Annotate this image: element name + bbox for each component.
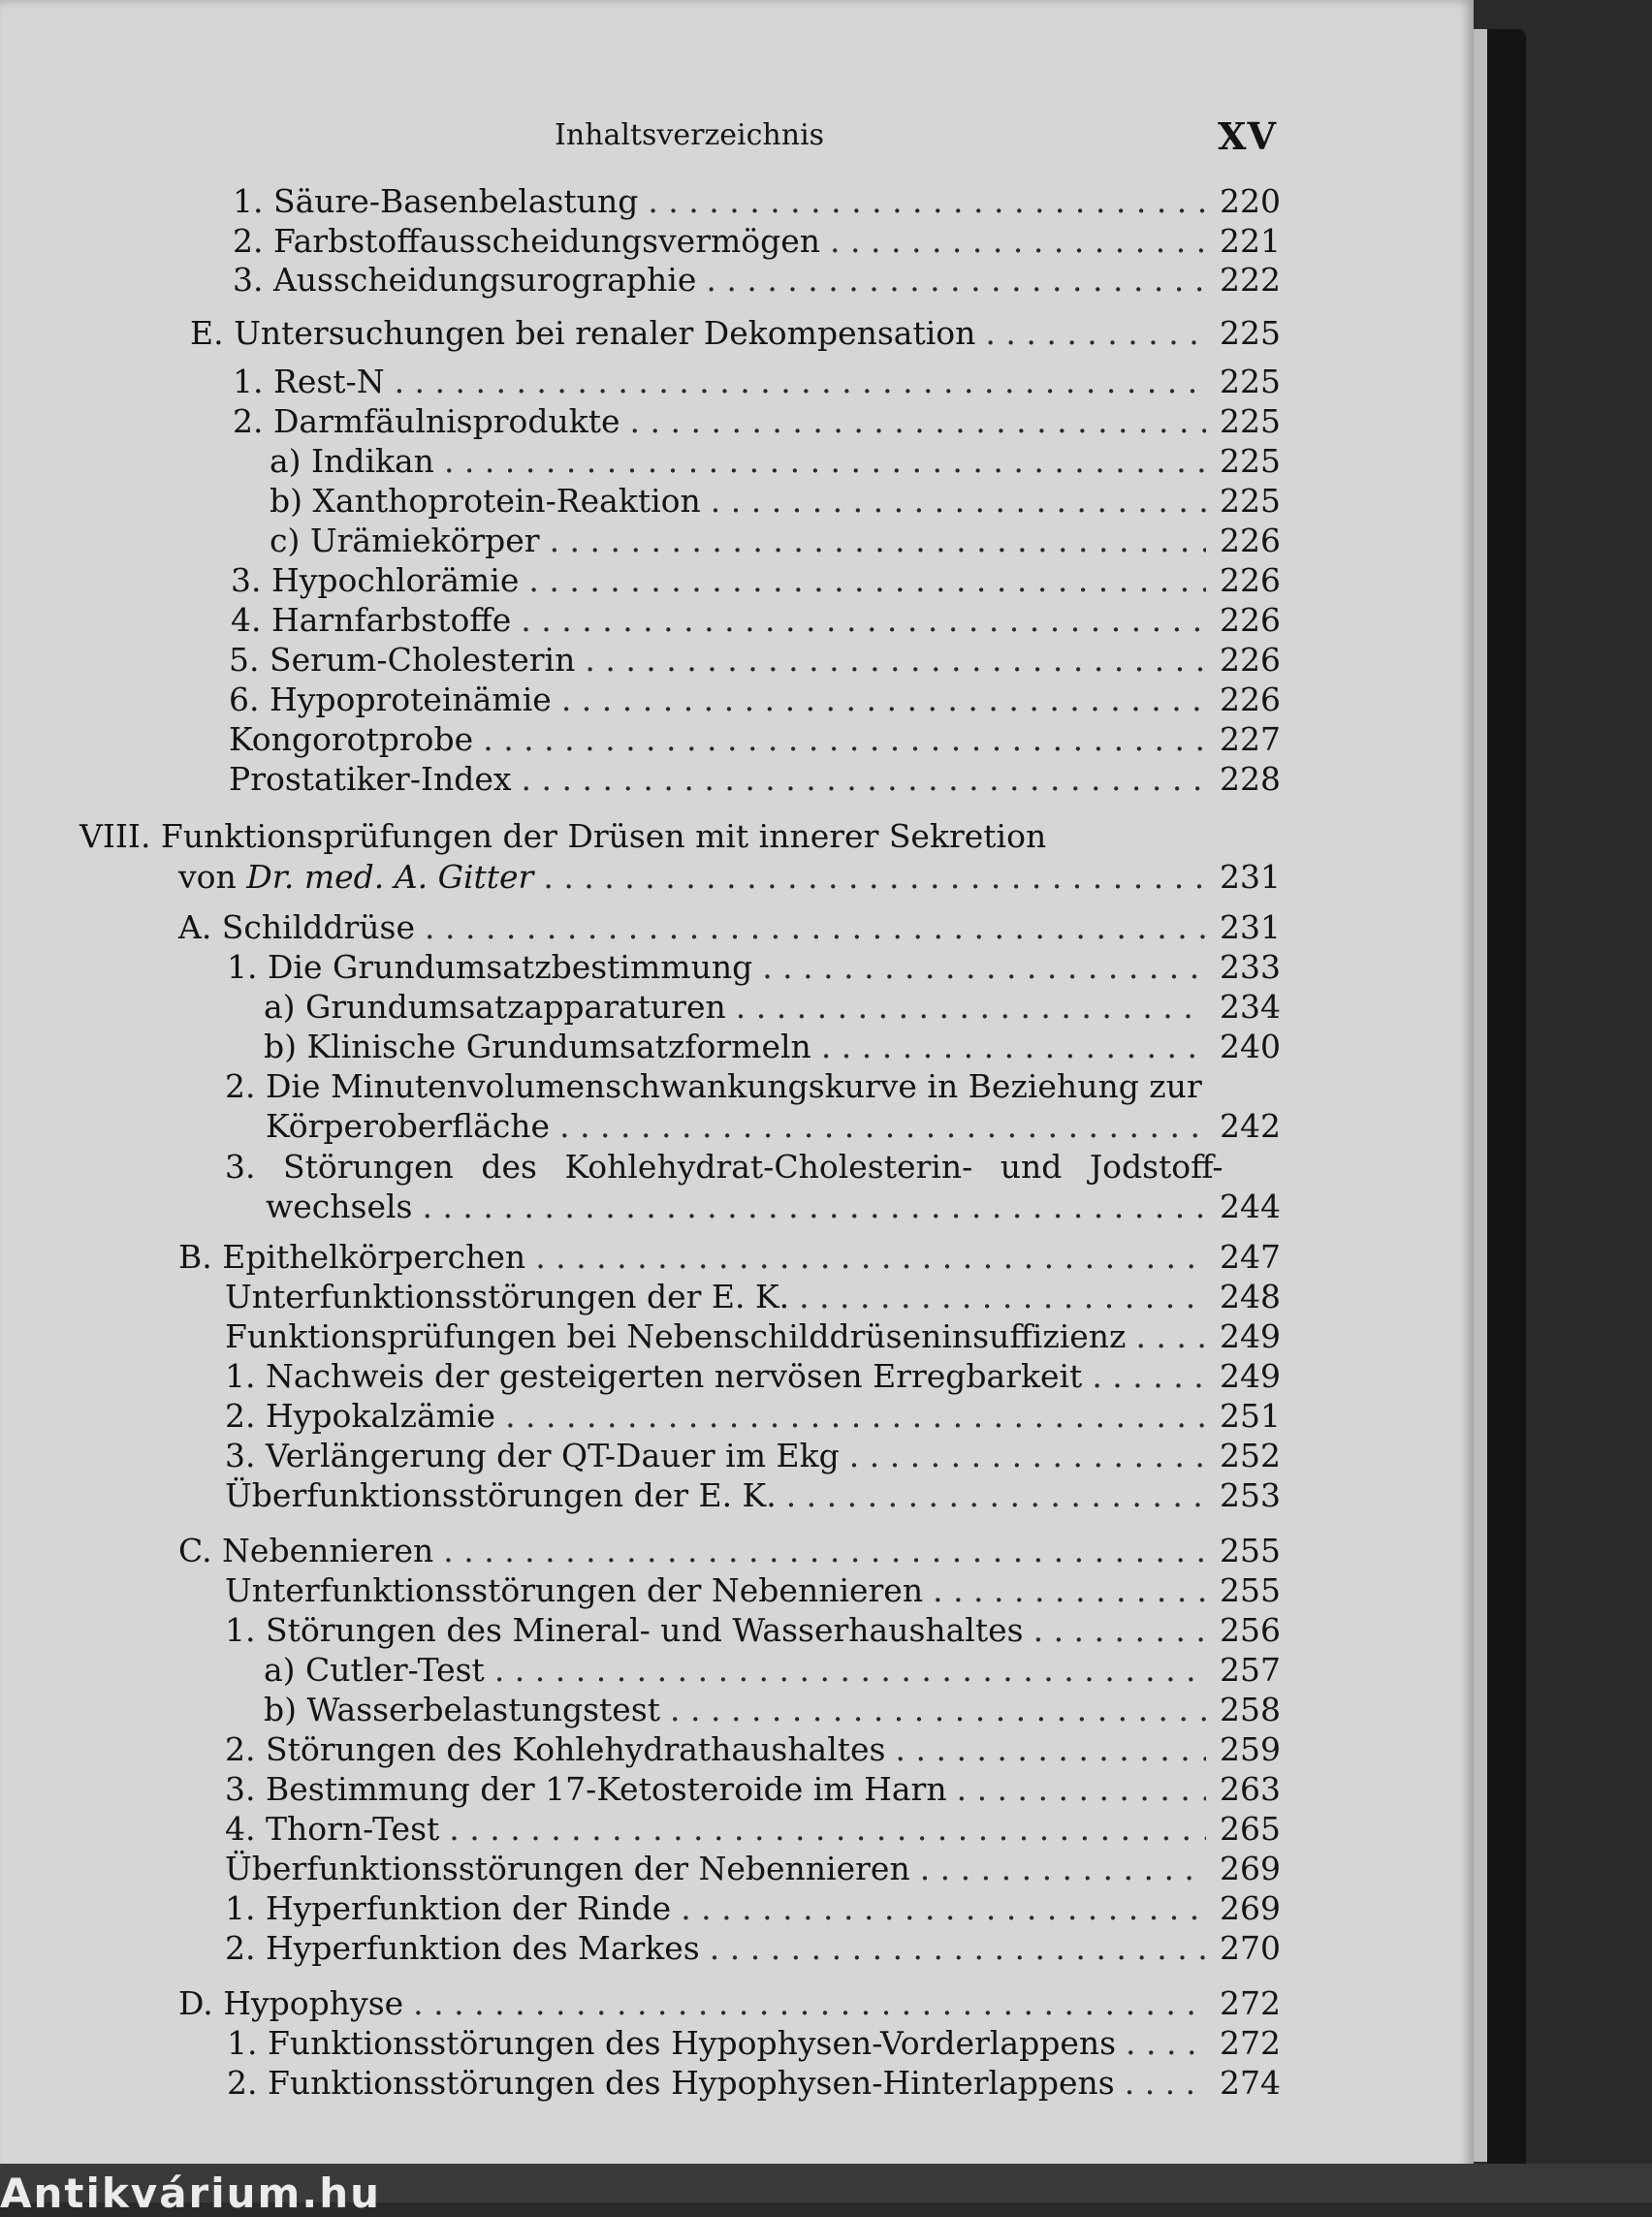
toc-entry-label: Prostatiker-Index xyxy=(229,760,512,798)
toc-entry-page: 255 xyxy=(1220,1571,1281,1609)
toc-entry-label: 5. Serum-Cholesterin xyxy=(229,641,576,679)
toc-entry-page: 247 xyxy=(1220,1238,1281,1276)
toc-entry-page: 257 xyxy=(1220,1651,1281,1689)
toc-entry-label: 2. Darmfäulnisprodukte xyxy=(233,402,620,440)
leader-dots xyxy=(585,641,1206,679)
chapter-heading: VIII. Funktionsprüfungen der Drüsen mit innerer Sekretion xyxy=(79,817,1047,855)
toc-entry-page: 269 xyxy=(1220,1850,1281,1887)
toc-entry-page: 258 xyxy=(1220,1691,1281,1728)
toc-entry-label: D. Hypophyse xyxy=(178,1984,404,2022)
toc-entry-page: 255 xyxy=(1220,1532,1281,1569)
book-cover-edge xyxy=(1487,29,1526,2181)
toc-entry-label: b) Xanthoprotein-Reaktion xyxy=(270,482,701,520)
toc-entry-label: E. Untersuchungen bei renaler Dekompensation xyxy=(190,314,976,352)
toc-entry-label: a) Indikan xyxy=(270,442,434,480)
toc-entry-label: wechsels xyxy=(266,1188,413,1225)
toc-entry xyxy=(270,442,1281,481)
toc-entry-label: 6. Hypoproteinämie xyxy=(229,681,552,718)
leader-dots xyxy=(799,1278,1206,1315)
toc-entry-page: 231 xyxy=(1220,858,1281,896)
leader-dots xyxy=(483,720,1206,758)
toc-entry-page: 226 xyxy=(1220,561,1281,599)
leader-dots xyxy=(849,1437,1206,1474)
leader-dots xyxy=(736,988,1206,1026)
toc-section xyxy=(190,314,1281,353)
leader-dots xyxy=(681,1889,1206,1927)
toc-entry xyxy=(225,1611,1281,1650)
leader-dots xyxy=(443,1532,1206,1569)
running-header xyxy=(0,114,1474,163)
leader-dots xyxy=(559,1107,1206,1145)
toc-entry-page: 231 xyxy=(1220,908,1281,946)
toc-entry xyxy=(231,601,1281,640)
toc-entry-label: 1. Hyperfunktion der Rinde xyxy=(225,1889,672,1927)
leader-dots xyxy=(933,1571,1206,1609)
toc-entry-label xyxy=(225,1148,1223,1186)
author-name: Dr. med. A. Gitter xyxy=(246,858,534,896)
toc-section xyxy=(178,1532,1281,1570)
leader-dots xyxy=(561,681,1206,718)
toc-entry-page: 265 xyxy=(1220,1810,1281,1848)
toc-entry xyxy=(233,363,1281,401)
leader-dots xyxy=(821,1028,1206,1065)
toc-entry xyxy=(264,1028,1281,1066)
toc-entry xyxy=(229,641,1281,680)
toc-entry-page: 248 xyxy=(1220,1278,1281,1315)
toc-entry xyxy=(270,482,1281,521)
toc-entry-label: B. Epithelkörperchen xyxy=(178,1238,526,1276)
toc-entry-page: 222 xyxy=(1220,261,1281,299)
toc-entry-page: 225 xyxy=(1220,314,1281,352)
toc-entry-label: 2. Die Minutenvolumenschwankungskurve in Beziehung zur xyxy=(225,1067,1202,1105)
leader-dots xyxy=(1125,2064,1206,2102)
page-edge xyxy=(1474,29,1487,2162)
toc-entry-page: 225 xyxy=(1220,402,1281,440)
leader-dots xyxy=(522,760,1206,798)
leader-dots xyxy=(630,402,1206,440)
toc-entry xyxy=(178,858,1281,897)
toc-entry-page: 240 xyxy=(1220,1028,1281,1065)
toc-entry-label xyxy=(178,858,533,896)
header-title: Inhaltsverzeichnis xyxy=(555,118,825,152)
toc-entry-page: 221 xyxy=(1220,222,1281,260)
toc-entry-label: a) Grundumsatzapparaturen xyxy=(264,988,726,1026)
toc-entry xyxy=(270,522,1281,560)
toc-entry-page: 220 xyxy=(1220,182,1281,220)
toc-entry-label: 1. Säure-Basenbelastung xyxy=(233,182,639,220)
toc-entry xyxy=(227,2024,1281,2063)
toc-entry-page: 226 xyxy=(1220,641,1281,679)
toc-entry-label: 1. Funktionsstörungen des Hypophysen-Vorderlappens xyxy=(227,2024,1117,2062)
toc-entry xyxy=(225,1357,1281,1396)
toc-entry-page: 256 xyxy=(1220,1611,1281,1649)
toc-entry-label: 2. Farbstoffausscheidungsvermögen xyxy=(233,222,821,260)
leader-dots xyxy=(550,522,1206,559)
toc-entry xyxy=(225,1889,1281,1928)
header-page-number: XV xyxy=(1218,114,1277,158)
leader-dots xyxy=(710,1929,1206,1967)
leader-dots xyxy=(706,261,1206,299)
toc-entry-label: Funktionsprüfungen bei Nebenschilddrüseninsuffizienz xyxy=(225,1317,1127,1355)
toc-entry xyxy=(225,1397,1281,1436)
toc-entry-label-text: 3. Störungen des Kohlehydrat-Cholesterin- und Jodstoff- xyxy=(225,1148,1223,1186)
toc-entry xyxy=(225,1437,1281,1475)
toc-entry xyxy=(227,948,1281,987)
toc-entry-label: 3. Bestimmung der 17-Ketosteroide im Harn xyxy=(225,1770,947,1808)
toc-entry-label: b) Klinische Grundumsatzformeln xyxy=(264,1028,811,1065)
leader-dots xyxy=(535,1238,1206,1276)
leader-dots xyxy=(830,222,1206,260)
toc-entry-label: 3. Verlängerung der QT-Dauer im Ekg xyxy=(225,1437,840,1474)
leader-dots xyxy=(543,858,1206,896)
toc-entry xyxy=(264,1691,1281,1729)
toc-entry-label: C. Nebennieren xyxy=(178,1532,434,1569)
toc-entry xyxy=(225,1730,1281,1769)
toc-entry-page: 225 xyxy=(1220,442,1281,480)
leader-dots xyxy=(528,561,1206,599)
toc-entry-label: 3. Ausscheidungsurographie xyxy=(233,261,697,299)
leader-dots xyxy=(521,601,1206,639)
toc-entry-label: 2. Funktionsstörungen des Hypophysen-Hinterlappens xyxy=(227,2064,1115,2102)
toc-entry xyxy=(225,1278,1281,1316)
leader-dots xyxy=(449,1810,1206,1848)
leader-dots xyxy=(494,1651,1206,1689)
toc-entry-label: 2. Hyperfunktion des Markes xyxy=(225,1929,700,1967)
toc-entry xyxy=(225,1850,1281,1888)
leader-dots xyxy=(670,1691,1206,1728)
toc-entry-page: 228 xyxy=(1220,760,1281,798)
toc-entry xyxy=(233,182,1281,221)
toc-entry xyxy=(233,402,1281,441)
toc-entry-label: Überfunktionsstörungen der E. K. xyxy=(225,1476,777,1514)
toc-entry xyxy=(225,1770,1281,1809)
toc-entry-label: Unterfunktionsstörungen der E. K. xyxy=(225,1278,790,1315)
leader-dots xyxy=(985,314,1206,352)
toc-entry-page: 233 xyxy=(1220,948,1281,986)
toc-entry xyxy=(229,720,1281,759)
leader-dots xyxy=(1092,1357,1206,1395)
leader-dots xyxy=(896,1730,1207,1768)
toc-entry-label: 2. Störungen des Kohlehydrathaushaltes xyxy=(225,1730,886,1768)
toc-entry xyxy=(264,988,1281,1027)
toc-entry xyxy=(229,760,1281,799)
toc-entry-page: 269 xyxy=(1220,1889,1281,1927)
toc-entry xyxy=(227,2064,1281,2103)
toc-entry-label: Körperoberfläche xyxy=(266,1107,551,1145)
toc-entry-page: 234 xyxy=(1220,988,1281,1026)
leader-dots xyxy=(395,363,1206,400)
toc-entry xyxy=(229,681,1281,719)
toc-entry-label: A. Schilddrüse xyxy=(178,908,416,946)
leader-dots xyxy=(505,1397,1206,1435)
leader-dots xyxy=(1033,1611,1206,1649)
toc-entry-page: 274 xyxy=(1220,2064,1281,2102)
toc-entry xyxy=(266,1188,1281,1226)
toc-entry-page: 252 xyxy=(1220,1437,1281,1474)
toc-entry-page: 226 xyxy=(1220,601,1281,639)
toc-entry-page: 242 xyxy=(1220,1107,1281,1145)
leader-dots xyxy=(422,1188,1206,1225)
toc-entry-page: 270 xyxy=(1220,1929,1281,1967)
toc-entry xyxy=(225,1929,1281,1968)
toc-entry-label: 1. Störungen des Mineral- und Wasserhaushaltes xyxy=(225,1611,1024,1649)
leader-dots xyxy=(711,482,1206,520)
toc-entry-label: Überfunktionsstörungen der Nebennieren xyxy=(225,1850,910,1887)
leader-dots xyxy=(648,182,1206,220)
toc-entry xyxy=(225,1476,1281,1515)
toc-entry-label: 1. Rest-N xyxy=(233,363,385,400)
toc-entry-label: 4. Harnfarbstoffe xyxy=(231,601,512,639)
toc-entry-page: 259 xyxy=(1220,1730,1281,1768)
toc-entry-page: 226 xyxy=(1220,522,1281,559)
toc-entry-page: 227 xyxy=(1220,720,1281,758)
leader-dots xyxy=(920,1850,1206,1887)
toc-entry xyxy=(266,1107,1281,1146)
leader-dots xyxy=(1126,2024,1206,2062)
toc-entry-label: 1. Die Grundumsatzbestimmung xyxy=(227,948,753,986)
watermark: Antikvárium.hu xyxy=(0,2169,382,2217)
leader-dots xyxy=(425,908,1206,946)
toc-entry xyxy=(225,1571,1281,1610)
toc-entry xyxy=(225,1810,1281,1849)
toc-entry-page: 272 xyxy=(1220,1984,1281,2022)
toc-section xyxy=(178,908,1281,947)
toc-entry xyxy=(231,561,1281,600)
leader-dots xyxy=(762,948,1206,986)
leader-dots xyxy=(444,442,1206,480)
author-prefix: von xyxy=(178,858,237,896)
toc-entry-page: 226 xyxy=(1220,681,1281,718)
toc-entry-page: 244 xyxy=(1220,1188,1281,1225)
toc-entry-label: Kongorotprobe xyxy=(229,720,474,758)
toc-entry-label: 1. Nachweis der gesteigerten nervösen Erregbarkeit xyxy=(225,1357,1083,1395)
toc-section xyxy=(178,1238,1281,1277)
leader-dots xyxy=(1135,1317,1206,1355)
toc-entry-page: 225 xyxy=(1220,482,1281,520)
toc-entry-page: 249 xyxy=(1220,1357,1281,1395)
toc-entry-label: 3. Hypochlorämie xyxy=(231,561,520,599)
toc-entry xyxy=(264,1651,1281,1690)
leader-dots xyxy=(413,1984,1206,2022)
toc-entry-page: 251 xyxy=(1220,1397,1281,1435)
toc-entry xyxy=(233,261,1281,300)
leader-dots xyxy=(786,1476,1206,1514)
toc-section xyxy=(178,1984,1281,2023)
toc-entry-label: 2. Hypokalzämie xyxy=(225,1397,496,1435)
toc-entry-page: 272 xyxy=(1220,2024,1281,2062)
toc-entry-label: 4. Thorn-Test xyxy=(225,1810,440,1848)
toc-entry-label: c) Urämiekörper xyxy=(270,522,540,559)
toc-entry-label: Unterfunktionsstörungen der Nebennieren xyxy=(225,1571,924,1609)
toc-entry-page: 263 xyxy=(1220,1770,1281,1808)
toc-entry-label: a) Cutler-Test xyxy=(264,1651,485,1689)
toc-entry-label: b) Wasserbelastungstest xyxy=(264,1691,661,1728)
toc-entry xyxy=(233,222,1281,261)
toc-entry xyxy=(225,1317,1281,1356)
leader-dots xyxy=(957,1770,1206,1808)
toc-entry-page: 249 xyxy=(1220,1317,1281,1355)
toc-entry-page: 253 xyxy=(1220,1476,1281,1514)
toc-entry-page: 225 xyxy=(1220,363,1281,400)
